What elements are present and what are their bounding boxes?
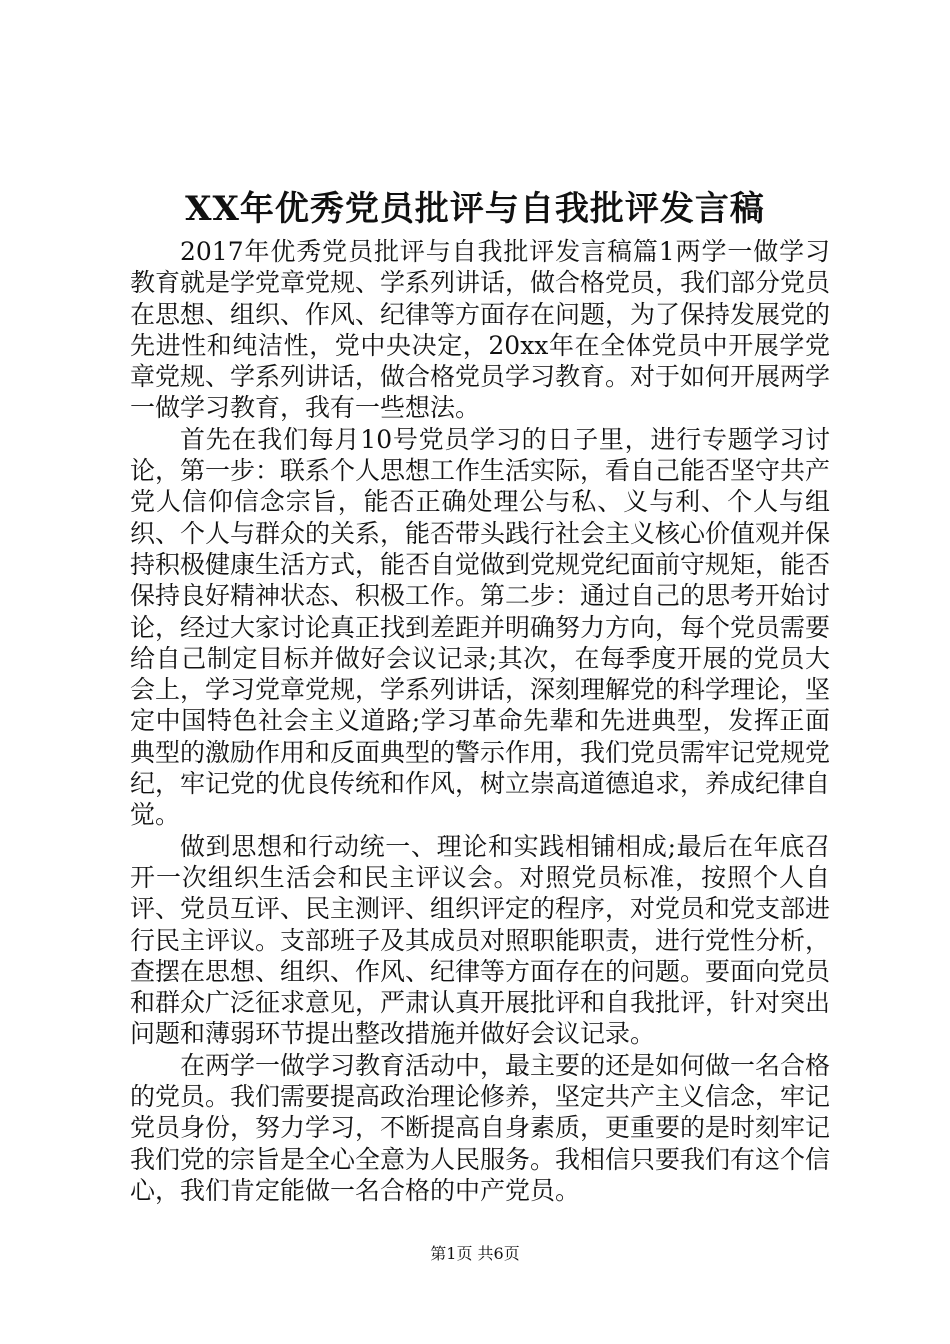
paragraph: 在两学一做学习教育活动中，最主要的还是如何做一名合格的党员。我们需要提高政治理论修养，坚定共产主义信念，牢记党员身份，努力学习，不断提高自身素质，更重要的是时刻牢记我们党的宗旨是全心全意为人民服务。我相信只要我们有这个信心，我们肯定能做一名合格的中产党员。 bbox=[130, 1050, 831, 1205]
paragraph: 2017年优秀党员批评与自我批评发言稿篇1两学一做学习教育就是学党章党规、学系列讲话，做合格党员，我们部分党员在思想、组织、作风、纪律等方面存在问题，为了保持发展党的先进性和纯洁性，党中央决定，20xx年在全体党员中开展学党章党规、学系列讲话，做合格党员学习教育。对于如何开展两学一做学习教育，我有一些想法。 bbox=[130, 237, 831, 423]
paragraph: 做到思想和行动统一、理论和实践相铺相成;最后在年底召开一次组织生活会和民主评议会。对照党员标准，按照个人自评、党员互评、民主测评、组织评定的程序，对党员和党支部进行民主评议。支部班子及其成员对照职能职责，进行党性分析，查摆在思想、组织、作风、纪律等方面存在的问题。要面向党员和群众广泛征求意见，严肃认真开展批评和自我批评，针对突出问题和薄弱环节提出整改措施并做好会议记录。 bbox=[130, 831, 831, 1049]
page-number-footer: 第1页 共6页 bbox=[430, 1244, 520, 1263]
document-title: XX年优秀党员批评与自我批评发言稿 bbox=[185, 189, 765, 229]
document-body bbox=[130, 236, 830, 1206]
paragraph: 首先在我们每月10号党员学习的日子里，进行专题学习讨论，第一步：联系个人思想工作生活实际，看自己能否坚守共产党人信仰信念宗旨，能否正确处理公与私、义与利、个人与组织、个人与群众的关系，能否带头践行社会主义核心价值观并保持积极健康生活方式，能否自觉做到党规党纪面前守规矩，能否保持良好精神状态、积极工作。第二步：通过自己的思考开始讨论，经过大家讨论真正找到差距并明确努力方向，每个党员需要给自己制定目标并做好会议记录;其次，在每季度开展的党员大会上，学习党章党规，学系列讲话，深刻理解党的科学理论，坚定中国特色社会主义道路;学习革命先辈和先进典型，发挥正面典型的激励作用和反面典型的警示作用，我们党员需牢记党规党纪，牢记党的优良传统和作风，树立崇高道德追求，养成纪律自觉。 bbox=[130, 424, 831, 830]
